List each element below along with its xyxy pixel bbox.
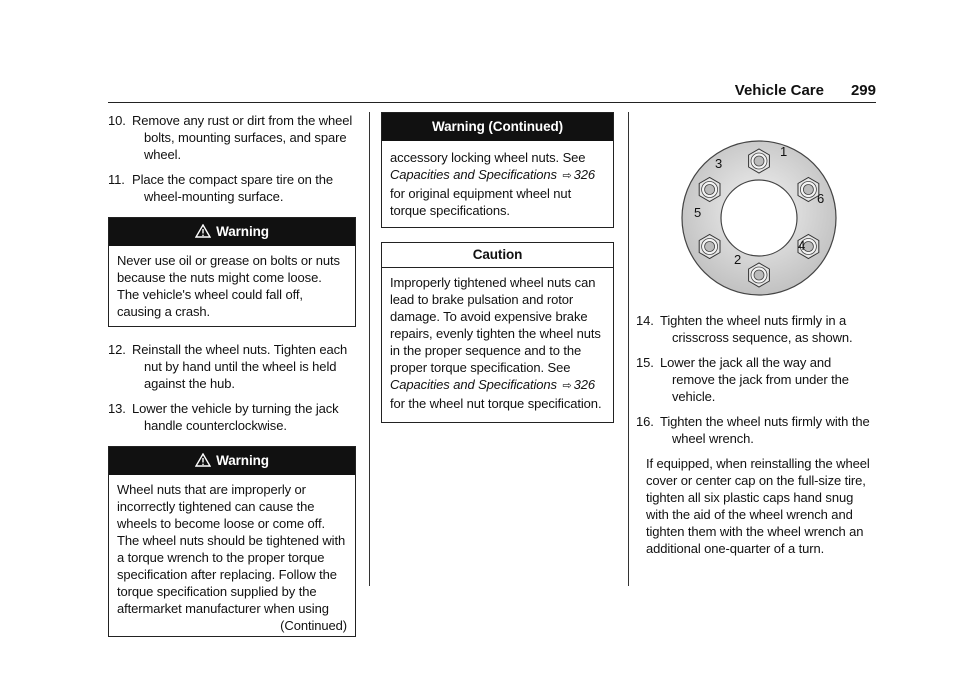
step-text: Place the compact spare tire on the wheel-mounting surface. [132, 172, 334, 204]
column-2 [381, 112, 614, 437]
step-16 [636, 413, 876, 447]
spec-link[interactable]: Capacities and Specifications [390, 167, 557, 182]
step-number: 14. [636, 313, 654, 328]
step-number: 11. [108, 172, 125, 187]
wheel-hub-illustration [680, 138, 838, 298]
sequence-label-3: 3 [715, 156, 723, 171]
caution-header: Caution [382, 243, 613, 268]
page-reference-arrow-icon: ⇨ [562, 380, 572, 392]
step-number: 15. [636, 355, 654, 370]
page-ref[interactable]: 326 [573, 377, 595, 392]
lug-nut-detail [705, 242, 715, 252]
warning-title: Warning [216, 453, 269, 468]
step-number: 12. [108, 342, 126, 357]
reinstall-paragraph: If equipped, when reinstalling the wheel cover or center cap on the full-size tire, tighten all six plastic caps hand snug with the aid of the wheel wrench and tighten them with the wheel wrench an additional one-quarter of a turn. [646, 456, 870, 556]
step-12 [108, 341, 356, 392]
sequence-label-6: 6 [817, 191, 825, 206]
sequence-label-1: 1 [780, 144, 788, 159]
warning-header [109, 447, 355, 475]
page-number: 299 [850, 82, 876, 99]
warning-continued-box [381, 112, 614, 228]
continued-label: (Continued) [280, 618, 347, 633]
step-number: 10. [108, 113, 126, 128]
lug-nut-detail [803, 185, 813, 195]
step-text: Remove any rust or dirt from the wheel bolts, mounting surfaces, and spare wheel. [132, 113, 353, 162]
lug-nut-detail [754, 270, 764, 280]
caution-box [381, 242, 614, 423]
step-13 [108, 400, 356, 434]
column-3 [636, 312, 876, 565]
page-header [108, 80, 876, 103]
warning-box-2 [108, 446, 356, 637]
spec-link[interactable]: Capacities and Specifications [390, 377, 557, 392]
warning-title: Warning [216, 224, 269, 239]
warning-text: Never use oil or grease on bolts or nuts because the nuts might come loose. The vehicle's wheel could fall off, causing a crash. [117, 253, 340, 319]
column-divider-1 [369, 112, 370, 586]
page-ref[interactable]: 326 [573, 167, 595, 182]
lug-nut-detail [705, 185, 715, 195]
lug-nut-sequence-diagram [680, 138, 838, 298]
warning-box-1 [108, 217, 356, 327]
sequence-label-2: 2 [734, 252, 742, 267]
step-text: Lower the vehicle by turning the jack handle counterclockwise. [132, 401, 339, 433]
step-text: Lower the jack all the way and remove the jack from under the vehicle. [660, 355, 849, 404]
caution-text: Improperly tightened wheel nuts can lead to brake pulsation and rotor damage. To avoid expensive brake repairs, evenly tighten the wheel nuts in the proper sequence and to the proper torque specification. See Capacities and Specifications ⇨ 326 for the wheel nut torque specification. [390, 275, 602, 411]
step-15 [636, 354, 876, 405]
page-reference-arrow-icon: ⇨ [562, 170, 572, 182]
sequence-label-4: 4 [798, 238, 806, 253]
warning-triangle-icon [195, 453, 211, 467]
step-text: Tighten the wheel nuts firmly in a crisscross sequence, as shown. [660, 313, 853, 345]
column-divider-2 [628, 112, 629, 586]
step-text: Tighten the wheel nuts firmly with the wheel wrench. [660, 414, 870, 446]
step-14 [636, 312, 876, 346]
warning-text: accessory locking wheel nuts. See Capacities and Specifications ⇨ 326 for original equipment wheel nut torque specifications. [390, 150, 595, 218]
warning-header [109, 218, 355, 246]
column-1 [108, 112, 356, 651]
warning-text: Wheel nuts that are improperly or incorrectly tightened can cause the wheels to become loose or come off. The wheel nuts should be tightened with a torque wrench to the proper torque specification after replacing. Follow the torque specification supplied by the aftermarket manufacturer when using [117, 482, 346, 616]
warning-header: Warning (Continued) [382, 113, 613, 141]
warning-triangle-icon [195, 224, 211, 238]
step-number: 16. [636, 414, 654, 429]
step-10 [108, 112, 356, 163]
step-text: Reinstall the wheel nuts. Tighten each nut by hand until the wheel is held against the hub. [132, 342, 348, 391]
step-11 [108, 171, 356, 205]
section-title: Vehicle Care [734, 82, 824, 99]
lug-nut-detail [754, 156, 764, 166]
sequence-label-5: 5 [694, 205, 702, 220]
step-number: 13. [108, 401, 126, 416]
